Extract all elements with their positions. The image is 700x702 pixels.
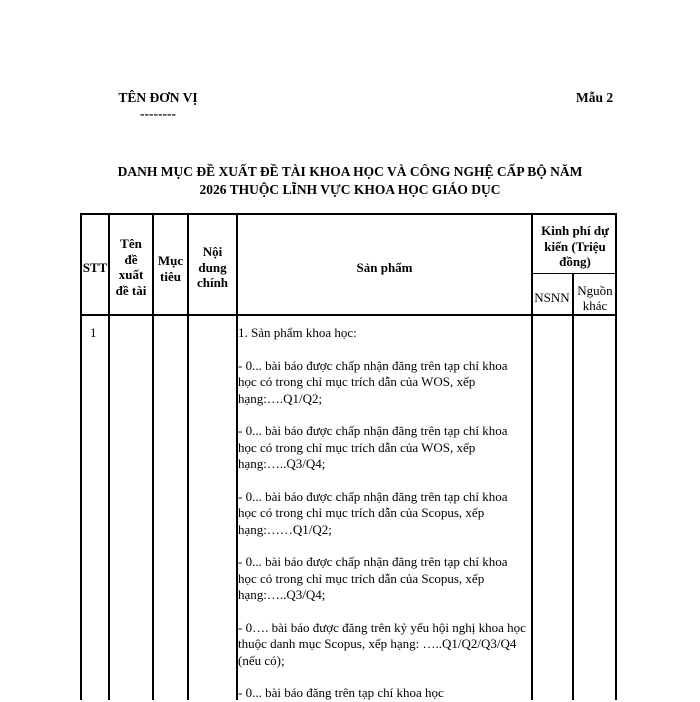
header-objective: Mục tiêu	[157, 253, 184, 284]
header-other-source: Nguồn khác	[577, 283, 613, 313]
row-1-products	[238, 325, 529, 702]
document-title	[60, 163, 640, 199]
product-line: 1. Sản phẩm khoa học:	[238, 325, 357, 340]
unit-name-block	[108, 90, 208, 122]
header-budget: Kinh phí dự kiến (Triệu đồng)	[541, 223, 609, 269]
unit-name: TÊN ĐƠN VỊ	[118, 90, 198, 105]
title-line-1: DANH MỤC ĐỀ XUẤT ĐỀ TÀI KHOA HỌC VÀ CÔNG NGHỆ CẤP BỘ NĂM	[117, 164, 583, 179]
product-line: - 0... bài báo được chấp nhận đăng trên tạp chí khoa học có trong chỉ mục trích dẫn của WOS, xếp hạng:….Q1/Q2;	[238, 357, 508, 406]
header-nsnn: NSNN	[534, 290, 570, 305]
product-line: - 0…. bài báo được đăng trên kỷ yếu hội nghị khoa học thuộc danh mục Scopus, xếp hạng: …..Q1/Q2/Q3/Q4 (nếu có);	[238, 619, 526, 668]
row-1-stt: 1	[90, 325, 97, 340]
header-stt: STT	[82, 260, 108, 275]
header-product: Sản phẩm	[356, 260, 413, 275]
header-bottom-border	[80, 314, 617, 316]
col-border-left	[80, 213, 82, 700]
col-border-product	[531, 213, 533, 700]
product-line: - 0... bài báo được chấp nhận đăng trên tạp chí khoa học có trong chỉ mục trích dẫn của Scopus, xếp hạng:…..Q3/Q4;	[238, 554, 508, 602]
col-border-topic	[152, 213, 154, 700]
header-topic: Tên đề xuất đề tài	[115, 236, 147, 298]
product-line: - 0... bài báo đăng trên tạp chí khoa học	[238, 685, 444, 700]
header-content: Nội dung chính	[196, 244, 229, 290]
budget-subheader-border	[531, 273, 617, 274]
form-number: Mẫu 2	[576, 90, 614, 105]
unit-divider: --------	[140, 106, 176, 121]
table-top-border	[80, 213, 617, 215]
title-line-2: 2026 THUỘC LĨNH VỰC KHOA HỌC GIÁO DỤC	[199, 182, 501, 197]
product-line: - 0... bài báo được chấp nhận đăng trên tạp chí khoa học có trong chỉ mục trích dẫn của WOS, xếp hạng:…..Q3/Q4;	[238, 423, 508, 471]
col-border-nsnn	[572, 274, 574, 700]
product-line: - 0... bài báo được chấp nhận đăng trên tạp chí khoa học có trong chỉ mục trích dẫn của Scopus, xếp hạng:……Q1/Q2;	[238, 488, 508, 537]
